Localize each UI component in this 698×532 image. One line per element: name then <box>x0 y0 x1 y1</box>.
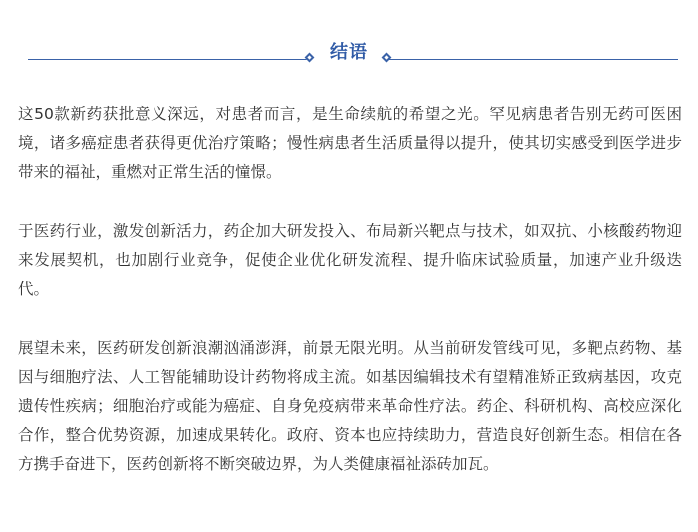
heading-rule-right <box>388 59 678 60</box>
article-body <box>18 100 682 509</box>
paragraph-outlook: 展望未来，医药研发创新浪潮汹涌澎湃，前景无限光明。从当前研发管线可见，多靶点药物、基因与细胞疗法、人工智能辅助设计药物将成主流。如基因编辑技术有望精准矫正致病基因，攻克遗传性疾病；细胞治疗或能为癌症、自身免疫病带来革命性疗法。药企、科研机构、高校应深化合作，整合优势资源，加速成果转化。政府、资本也应持续助力，营造良好创新生态。相信在各方携手奋进下，医药创新将不断突破边界，为人类健康福祉添砖加瓦。 <box>18 339 682 473</box>
section-heading <box>0 32 698 68</box>
section-title: 结语 <box>330 42 368 63</box>
paragraph-patients: 这50款新药获批意义深远，对患者而言，是生命续航的希望之光。罕见病患者告别无药可医困境，诸多癌症患者获得更优治疗策略；慢性病患者生活质量得以提升，使其切实感受到医学进步带来的福祉，重燃对正常生活的憧憬。 <box>18 105 682 181</box>
paragraph-industry: 于医药行业，激发创新活力，药企加大研发投入、布局新兴靶点与技术，如双抗、小核酸药物迎来发展契机，也加剧行业竞争，促使企业优化研发流程、提升临床试验质量，加速产业升级迭代。 <box>18 222 682 298</box>
